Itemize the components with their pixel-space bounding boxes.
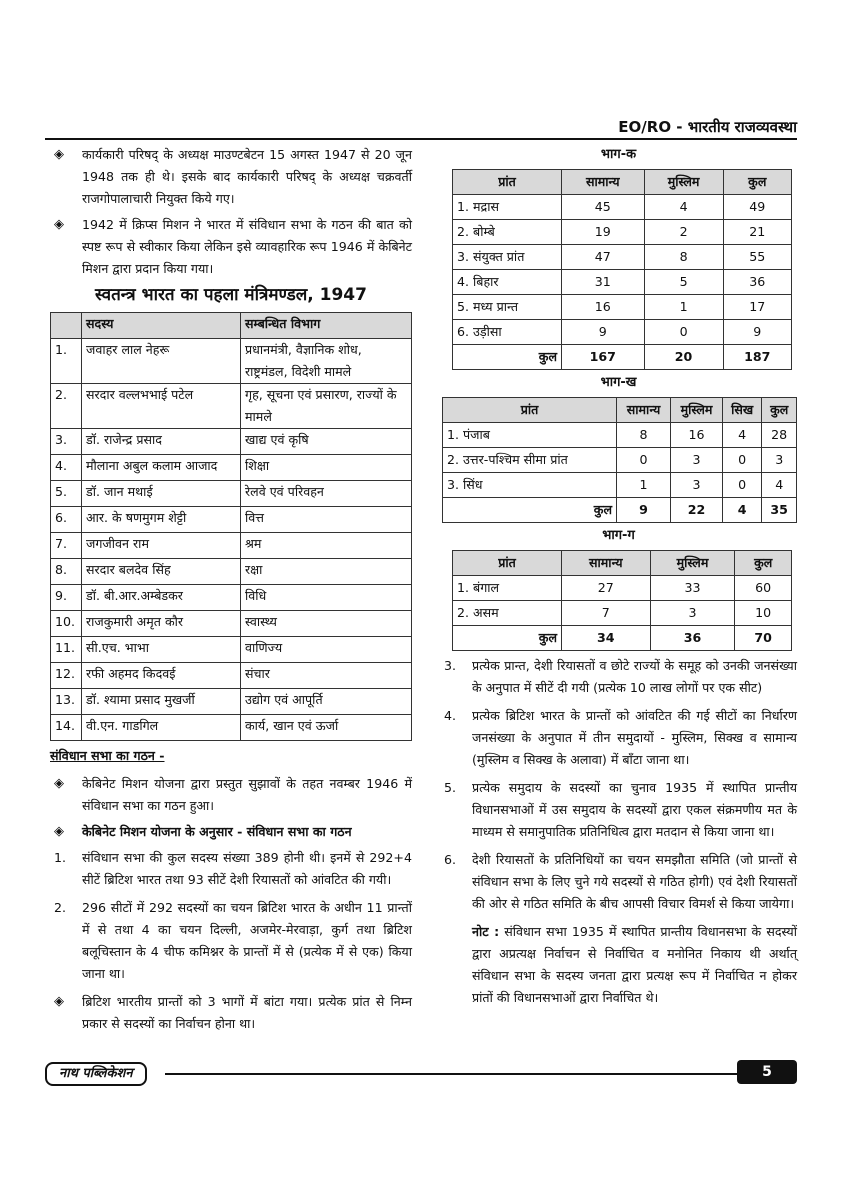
page-number: 5 — [737, 1060, 797, 1084]
table-row — [453, 270, 792, 295]
table-cell: 3 — [650, 601, 735, 626]
col-header: प्रांत — [453, 551, 562, 576]
col-header: सामान्य — [562, 170, 645, 195]
part-b-title: भाग-ख — [600, 375, 637, 390]
table-cell: 27 — [562, 576, 651, 601]
table-header-row — [51, 313, 412, 339]
diamond-bullet-icon: ◈ — [54, 824, 64, 839]
table-cell: वी.एन. गाडगिल — [82, 715, 241, 741]
table-cell: 4 — [762, 473, 797, 498]
table-cell: डॉ. बी.आर.अम्बेडकर — [82, 585, 241, 611]
table-cell: सरदार बलदेव सिंह — [82, 559, 241, 585]
bullet-item: ◈ ब्रिटिश भारतीय प्रान्तों को 3 भागों में बांटा गया। प्रत्येक प्रांत से निम्न प्रकार से सदस्यों का निर्वाचन होना था। — [50, 991, 412, 1035]
table-cell: 4. — [51, 455, 82, 481]
table-cell: 9 — [562, 320, 645, 345]
table-cell: आर. के षणमुगम शेट्टी — [82, 507, 241, 533]
numbered-item: 1. संविधान सभा की कुल सदस्य संख्या 389 होनी थी। इनमें से 292+4 सीटें ब्रिटिश भारत तथा 93 सीटें देशी रियासतों को आंवटित की गयी। — [54, 850, 412, 887]
table-cell: उद्योग एवं आपूर्ति — [241, 689, 412, 715]
table-cell: गृह, सूचना एवं प्रसारण, राज्यों के मामले — [241, 384, 412, 429]
table-cell: 5 — [644, 270, 723, 295]
table-cell: 19 — [562, 220, 645, 245]
part-b-table — [442, 397, 797, 523]
table-row — [51, 611, 412, 637]
table-cell: 3. संयुक्त प्रांत — [453, 245, 562, 270]
table-cell: 0 — [722, 473, 761, 498]
table-cell: मौलाना अबुल कलाम आजाद — [82, 455, 241, 481]
table-cell: जगजीवन राम — [82, 533, 241, 559]
table-cell: 16 — [671, 423, 723, 448]
table-cell: 12. — [51, 663, 82, 689]
table-cell: कार्य, खान एवं ऊर्जा — [241, 715, 412, 741]
table-row — [453, 576, 792, 601]
table-row — [51, 637, 412, 663]
table-cell: 22 — [671, 498, 723, 523]
diamond-bullet-icon: ◈ — [54, 776, 64, 791]
table-cell: 1. बंगाल — [453, 576, 562, 601]
table-cell: कुल — [453, 345, 562, 370]
table-cell: 2. बोम्बे — [453, 220, 562, 245]
table-cell: 8 — [644, 245, 723, 270]
table-cell: 9. — [51, 585, 82, 611]
table-row — [51, 689, 412, 715]
table-cell: 55 — [723, 245, 791, 270]
table-cell: 4. बिहार — [453, 270, 562, 295]
table-cell: 1 — [617, 473, 671, 498]
table-cell: कुल — [453, 626, 562, 651]
table-cell: 1. मद्रास — [453, 195, 562, 220]
table-row — [51, 455, 412, 481]
table-cell: 2. — [51, 384, 82, 429]
table-cell: 4 — [722, 423, 761, 448]
table-cell: 10 — [735, 601, 792, 626]
col-header-dept: सम्बन्धित विभाग — [241, 313, 412, 339]
bold-heading: ◈ केबिनेट मिशन योजना के अनुसार - संविधान सभा का गठन — [50, 821, 412, 843]
table-cell: 7 — [562, 601, 651, 626]
table-cell: 4 — [722, 498, 761, 523]
table-cell: 8. — [51, 559, 82, 585]
table-cell: 11. — [51, 637, 82, 663]
table-cell: सी.एच. भाभा — [82, 637, 241, 663]
table-cell: डॉ. जान मथाई — [82, 481, 241, 507]
table-cell: डॉ. श्यामा प्रसाद मुखर्जी — [82, 689, 241, 715]
numbered-item: 3. प्रत्येक प्रान्त, देशी रियासतों व छोटे राज्यों के समूह को उनकी जनसंख्या के अनुपात में सीटें दी गयी (प्रत्येक 10 लाख लोगों पर एक सीट) — [444, 658, 797, 695]
table-row — [51, 339, 412, 384]
total-row — [443, 498, 797, 523]
header-rule — [45, 138, 797, 140]
bullet-item: ◈ 1942 में क्रिप्स मिशन ने भारत में संविधान सभा के गठन की बात को स्पष्ट रूप से स्वीकार किया लेकिन इसे व्यावहारिक रूप 1946 में केबिनेट मिशन द्वारा प्रदान किया गया। — [50, 214, 412, 280]
table-cell: डॉ. राजेन्द्र प्रसाद — [82, 429, 241, 455]
page-header: EO/RO - भारतीय राजव्यवस्था — [618, 118, 797, 136]
numbered-item: 4. प्रत्येक ब्रिटिश भारत के प्रान्तों को आंवटित की गई सीटों का निर्धारण जनसंख्या के अनुपात में तीन समुदायों - मुस्लिम, सिक्ख व सामान्य (मुस्लिम व सिक्ख के अलावा) में बाँटा जाना था। — [444, 708, 797, 767]
table-cell: 8 — [617, 423, 671, 448]
table-row — [453, 601, 792, 626]
table-header-row — [453, 170, 792, 195]
table-cell: 28 — [762, 423, 797, 448]
diamond-bullet-icon: ◈ — [54, 217, 64, 232]
table-cell: रेलवे एवं परिवहन — [241, 481, 412, 507]
table-cell: 3 — [671, 473, 723, 498]
table-cell: 6. उड़ीसा — [453, 320, 562, 345]
table-row — [443, 473, 797, 498]
col-header: सामान्य — [562, 551, 651, 576]
table-cell: खाद्य एवं कृषि — [241, 429, 412, 455]
table-cell: 2. असम — [453, 601, 562, 626]
col-header: सिख — [722, 398, 761, 423]
table-cell: 3 — [671, 448, 723, 473]
table-cell: रक्षा — [241, 559, 412, 585]
cabinet-table — [50, 312, 412, 741]
numbered-item: 5. प्रत्येक समुदाय के सदस्यों का चुनाव 1935 में स्थापित प्रान्तीय विधानसभाओं में उस समुदाय के सदस्यों द्वारा एकल संक्रमणीय मत के माध्यम से समानुपातिक प्रतिनिधित्व द्वारा मतदान से किया जाना था। — [444, 780, 797, 839]
note — [440, 921, 797, 1009]
table-cell: 7. — [51, 533, 82, 559]
table-row — [51, 507, 412, 533]
left-column — [50, 144, 412, 1039]
total-row — [453, 626, 792, 651]
table-cell: जवाहर लाल नेहरू — [82, 339, 241, 384]
table-cell: वित्त — [241, 507, 412, 533]
col-header: मुस्लिम — [650, 551, 735, 576]
table-cell: 47 — [562, 245, 645, 270]
table-cell: 36 — [650, 626, 735, 651]
table-cell: 49 — [723, 195, 791, 220]
table-cell: 17 — [723, 295, 791, 320]
table-cell: 60 — [735, 576, 792, 601]
table-row — [453, 245, 792, 270]
table-cell: 20 — [644, 345, 723, 370]
table-row — [453, 295, 792, 320]
table-cell: 187 — [723, 345, 791, 370]
table-cell: 4 — [644, 195, 723, 220]
table-cell: श्रम — [241, 533, 412, 559]
diamond-bullet-icon: ◈ — [54, 994, 64, 1009]
table-cell: 33 — [650, 576, 735, 601]
table-cell: 31 — [562, 270, 645, 295]
table-cell: कुल — [443, 498, 617, 523]
table-cell: 13. — [51, 689, 82, 715]
table-row — [443, 448, 797, 473]
table-cell: 9 — [617, 498, 671, 523]
table-cell: 0 — [644, 320, 723, 345]
table-row — [443, 423, 797, 448]
section-heading: संविधान सभा का गठन - — [50, 748, 165, 763]
right-column — [440, 142, 797, 1015]
col-header: मुस्लिम — [671, 398, 723, 423]
table-cell: 16 — [562, 295, 645, 320]
table-cell: 10. — [51, 611, 82, 637]
numbered-item: 2. 296 सीटों में 292 सदस्यों का चयन ब्रिटिश भारत के अधीन 11 प्रान्तों में से तथा 4 का चयन दिल्ली, अजमेर-मेरवाड़ा, कुर्ग तथा ब्रिटिश बलूचिस्तान के 4 चीफ कमिश्नर के प्रान्तों में से (प्रत्येक में से एक) किया जाना था। — [54, 900, 412, 981]
part-a-table — [452, 169, 792, 370]
table-cell: 21 — [723, 220, 791, 245]
table-row — [51, 429, 412, 455]
col-header-member: सदस्य — [82, 313, 241, 339]
col-header-sn — [51, 313, 82, 339]
diamond-bullet-icon: ◈ — [54, 147, 64, 162]
col-header: कुल — [723, 170, 791, 195]
col-header: प्रांत — [453, 170, 562, 195]
col-header: कुल — [762, 398, 797, 423]
table-row — [51, 481, 412, 507]
table-cell: 0 — [722, 448, 761, 473]
table-cell: विधि — [241, 585, 412, 611]
table-row — [51, 533, 412, 559]
table-row — [453, 220, 792, 245]
numbered-item: 6. देशी रियासतों के प्रतिनिधियों का चयन समझौता समिति (जो प्रान्तों से संविधान सभा के लिए चुने गये सदस्यों से गठित होगी) एवं देशी रियासतों की ओर से गठित समिति के बीच आपसी विचार विमर्श से किया जायेगा। — [444, 852, 797, 911]
table-cell: 1. — [51, 339, 82, 384]
table-row — [453, 195, 792, 220]
table-cell: 1 — [644, 295, 723, 320]
table-cell: 5. — [51, 481, 82, 507]
table-row — [453, 320, 792, 345]
table-row — [51, 559, 412, 585]
table-cell: 1. पंजाब — [443, 423, 617, 448]
table-row — [51, 585, 412, 611]
table-cell: 9 — [723, 320, 791, 345]
table-cell: 167 — [562, 345, 645, 370]
cabinet-title: स्वतन्त्र भारत का पहला मंत्रिमण्डल, 1947 — [95, 285, 367, 305]
col-header: सामान्य — [617, 398, 671, 423]
table-cell: 2 — [644, 220, 723, 245]
part-c-table — [452, 550, 792, 651]
table-cell: वाणिज्य — [241, 637, 412, 663]
col-header: मुस्लिम — [644, 170, 723, 195]
table-cell: सरदार वल्लभभाई पटेल — [82, 384, 241, 429]
table-cell: 2. उत्तर-पश्चिम सीमा प्रांत — [443, 448, 617, 473]
table-row — [51, 715, 412, 741]
table-cell: 6. — [51, 507, 82, 533]
table-cell: 35 — [762, 498, 797, 523]
note-label: नोट : — [472, 924, 500, 939]
publisher-name: नाथ पब्लिकेशन — [45, 1062, 147, 1086]
table-cell: 0 — [617, 448, 671, 473]
table-cell: 70 — [735, 626, 792, 651]
table-cell: प्रधानमंत्री, वैज्ञानिक शोध, राष्ट्रमंडल, विदेशी मामले — [241, 339, 412, 384]
note-text: संविधान सभा 1935 में स्थापित प्रान्तीय विधानसभा के सदस्यों द्वारा अप्रत्यक्ष निर्वाचन से निर्वाचित व मनोनित निकाय थी अर्थात् संविधान सभा के सदस्य जनता द्वारा प्रत्यक्ष रूप में निर्वाचित न होकर प्रांतों की विधानसभाओं द्वारा निर्वाचित थे। — [472, 924, 797, 1005]
table-cell: राजकुमारी अमृत कौर — [82, 611, 241, 637]
footer-rule — [165, 1073, 737, 1075]
table-cell: 14. — [51, 715, 82, 741]
table-cell: संचार — [241, 663, 412, 689]
table-cell: शिक्षा — [241, 455, 412, 481]
table-row — [51, 663, 412, 689]
table-header-row — [453, 551, 792, 576]
table-cell: रफी अहमद किदवई — [82, 663, 241, 689]
table-cell: 36 — [723, 270, 791, 295]
part-c-title: भाग-ग — [602, 528, 635, 543]
table-cell: 3 — [762, 448, 797, 473]
bullet-item: ◈ कार्यकारी परिषद् के अध्यक्ष माउण्टबेटन 15 अगस्त 1947 से 20 जून 1948 तक ही थे। इसके बाद कार्यकारी परिषद् के अध्यक्ष चक्रवर्ती राजगोपालाचारी नियुक्त किये गए। — [50, 144, 412, 210]
part-a-title: भाग-क — [600, 147, 637, 162]
table-cell: 34 — [562, 626, 651, 651]
table-header-row — [443, 398, 797, 423]
table-cell: 3. — [51, 429, 82, 455]
table-cell: 5. मध्य प्रान्त — [453, 295, 562, 320]
table-cell: 3. सिंध — [443, 473, 617, 498]
col-header: प्रांत — [443, 398, 617, 423]
col-header: कुल — [735, 551, 792, 576]
table-row — [51, 384, 412, 429]
bullet-item: ◈ केबिनेट मिशन योजना द्वारा प्रस्तुत सुझावों के तहत नवम्बर 1946 में संविधान सभा का गठन हुआ। — [50, 773, 412, 817]
total-row — [453, 345, 792, 370]
table-cell: 45 — [562, 195, 645, 220]
table-cell: स्वास्थ्य — [241, 611, 412, 637]
